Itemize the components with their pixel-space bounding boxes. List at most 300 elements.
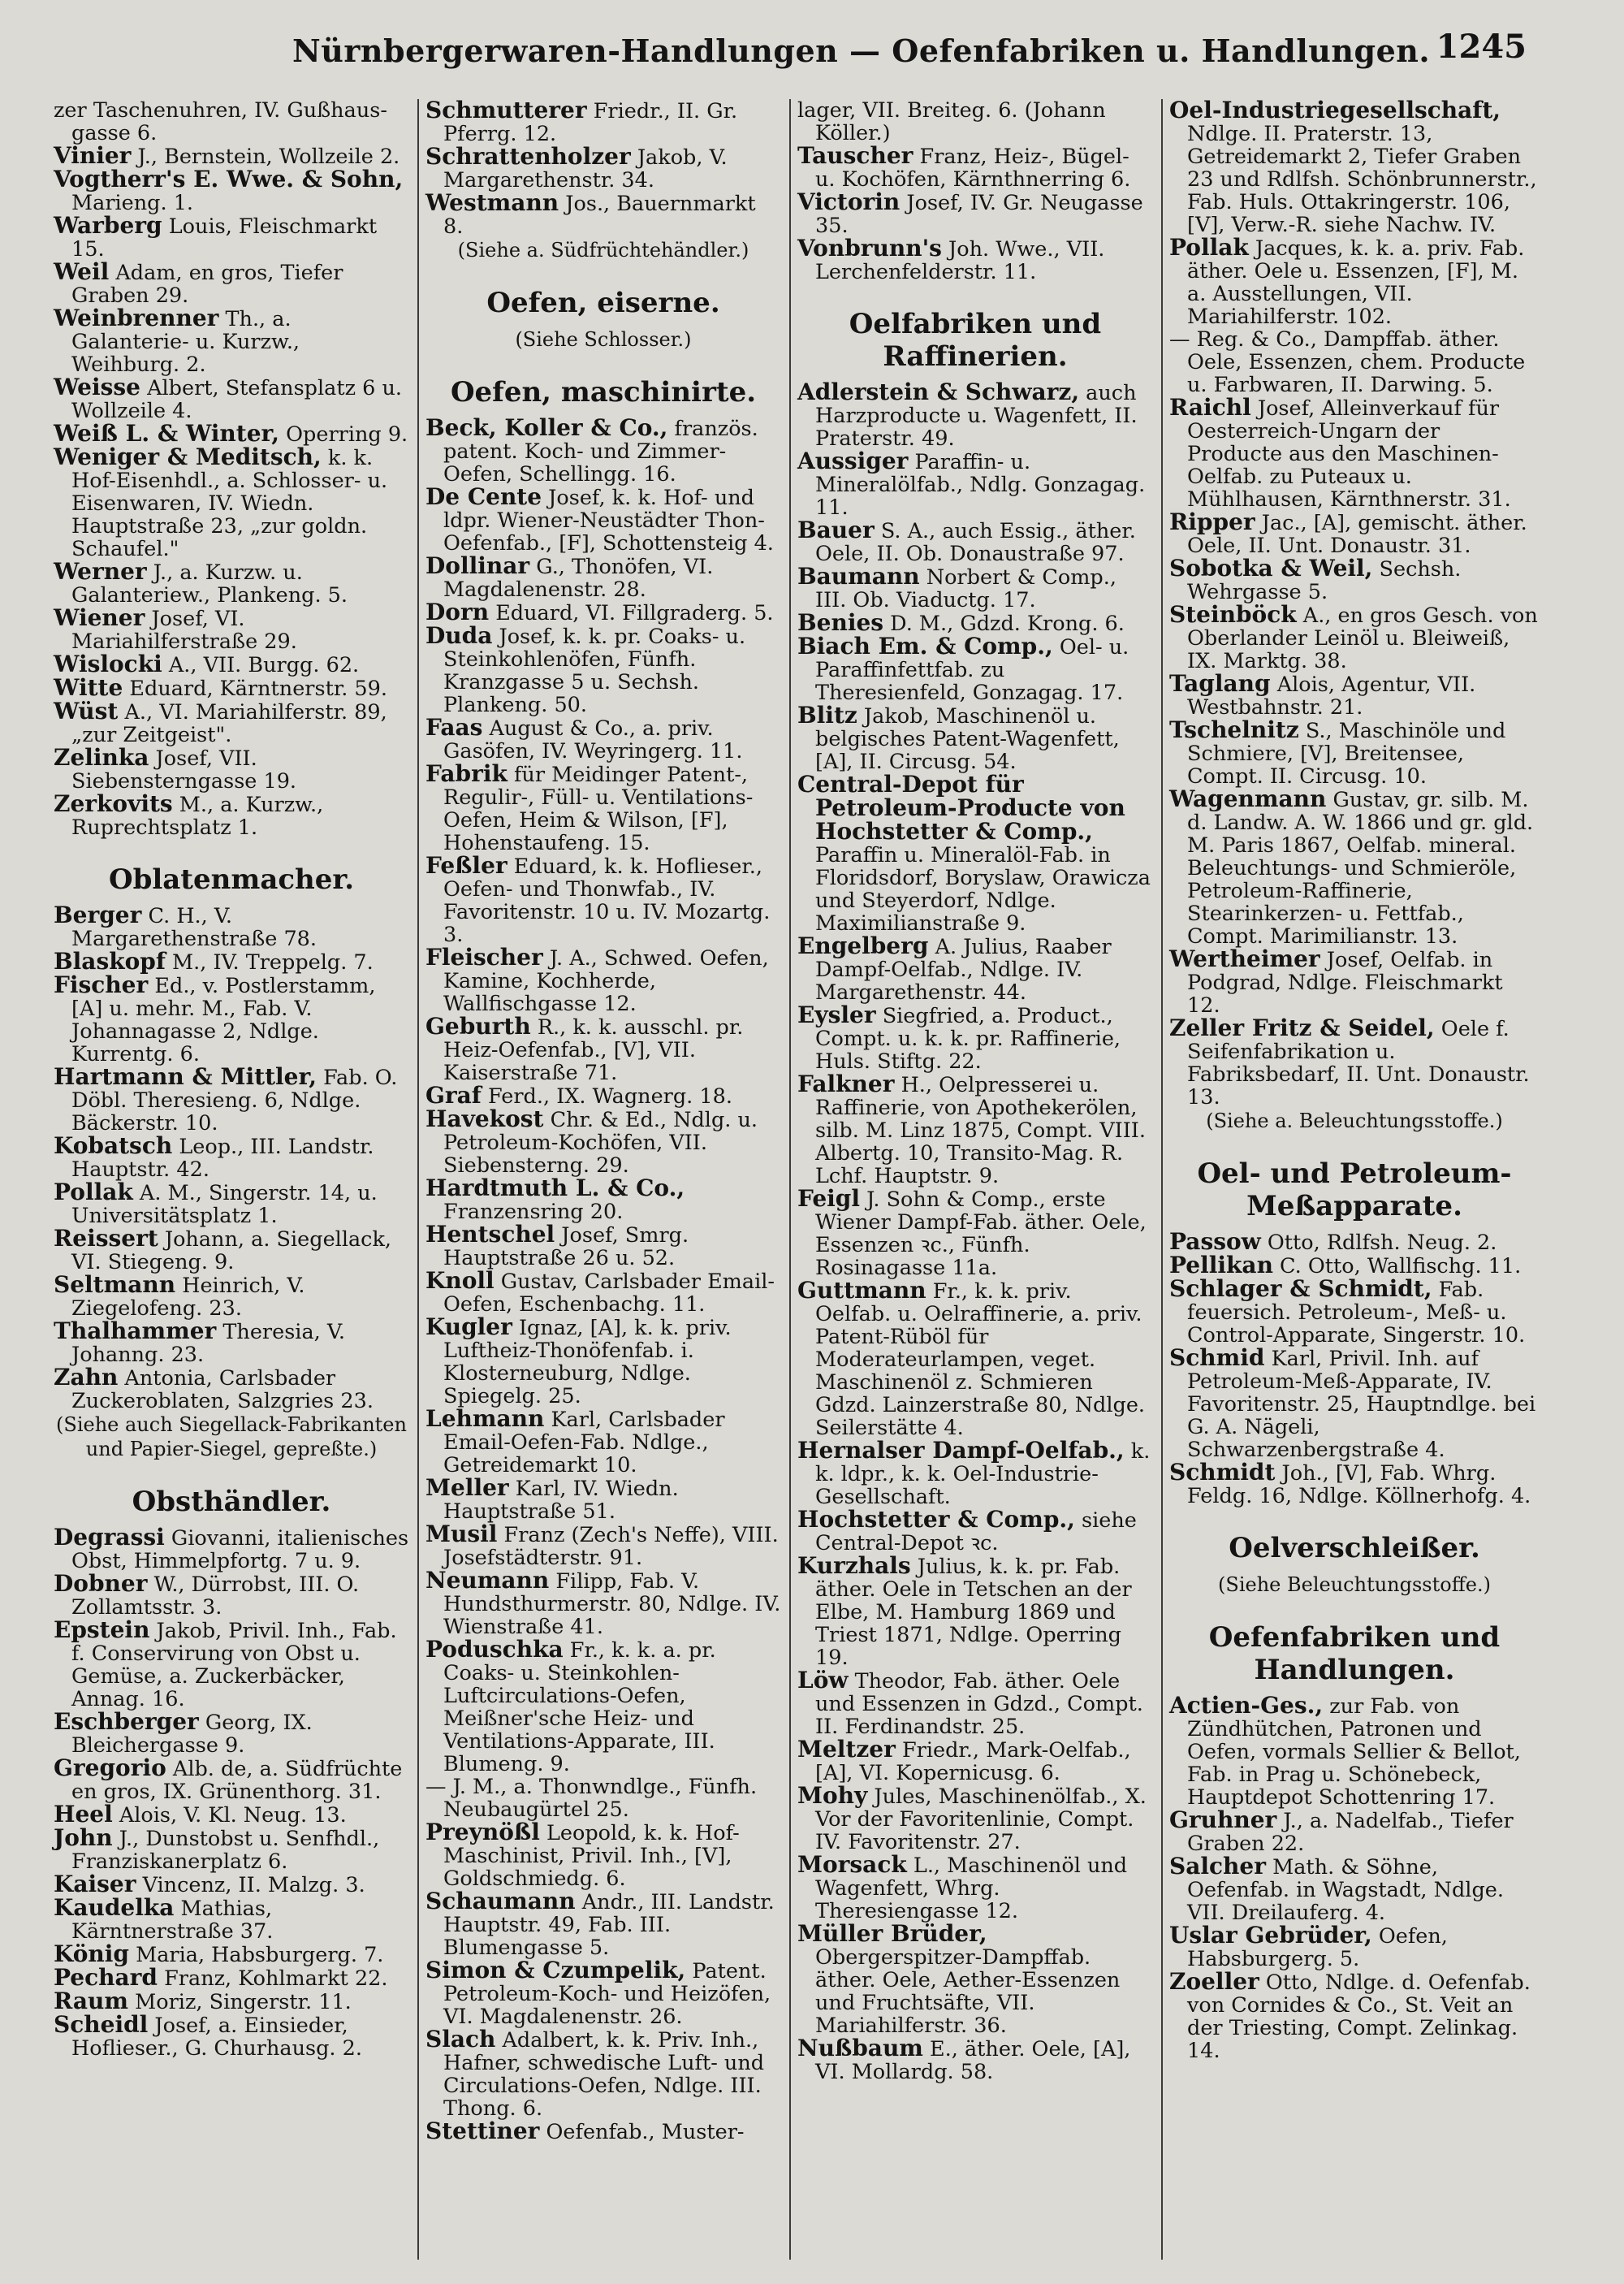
entry-details: Math. & Söhne, Oefenfab. in Wagstadt, Ndlge. VII. Dreilauferg. 4.: [1187, 1855, 1504, 1925]
entry-name: Schmid: [1169, 1344, 1265, 1371]
entry-name: Witte: [54, 674, 123, 701]
directory-entry: [1169, 670, 1540, 720]
cross-reference: (Siehe auch Siegellack-Fabrikanten und Papier-Siegel, gepreßte.): [56, 1413, 407, 1460]
entry-details: Alois, Agentur, VII. Westbahnstr. 21.: [1187, 673, 1476, 720]
directory-entry: [54, 422, 409, 446]
entry-name: Weisse: [54, 374, 140, 400]
directory-entry: [1169, 1461, 1540, 1508]
directory-entry: [797, 237, 1153, 283]
entry-details: Sechsh. Wehrgasse 5.: [1187, 557, 1462, 604]
directory-entry: [1169, 603, 1540, 673]
directory-entry: [54, 1940, 409, 1967]
entry-name: Heel: [54, 1801, 113, 1828]
entry-name: Kaudelka: [54, 1894, 175, 1921]
entry-name: Mohy: [797, 1782, 868, 1809]
entry-name: Neumann: [425, 1567, 550, 1594]
entry-details: Ndlge. II. Praterstr. 13, Getreidemarkt 2, Tiefer Graben 23 und Rdlfsh. Schönbrunnerstr., Fab. Huls. Ottakringerstr. 106, [V], Verw.-R. siehe Nachw. IV.: [1187, 122, 1537, 237]
directory-entry: [54, 2011, 409, 2061]
directory-entry: [54, 1063, 409, 1136]
directory-entry: [425, 99, 781, 145]
entry-name: Adlerstein & Schwarz,: [797, 379, 1080, 405]
entry-details: Ed., v. Postlerstamm, [A] u. mehr. M., Fab. V. Johannagasse 2, Ndlge. Kurrentg. 6.: [71, 974, 376, 1066]
entry-name: Meltzer: [797, 1736, 896, 1763]
entry-details: Ferd., IX. Wagnerg. 18.: [487, 1084, 732, 1109]
directory-entry: [54, 142, 409, 169]
directory-entry: [54, 1754, 409, 1804]
directory-entry: [425, 854, 781, 946]
entry-name: Müller Brüder,: [797, 1920, 987, 1947]
directory-entry: [425, 1223, 781, 1270]
entry-details: Eduard, k. k. Hoflieser., Oefen- und Thonwfab., IV. Favoritenstr. 10 u. IV. Mozartg. 3.: [443, 854, 771, 947]
entry-details: zer Taschenuhren, IV. Gußhaus-gasse 6.: [54, 99, 387, 145]
directory-entry: [797, 188, 1153, 238]
entry-name: Hardtmuth L. & Co.,: [425, 1174, 685, 1201]
directory-entry: [54, 790, 409, 840]
directory-entry: [425, 1569, 781, 1638]
section-heading: Oefen, eiserne.: [486, 287, 720, 319]
entry-name: Zoeller: [1169, 1968, 1259, 1995]
column-3: [794, 99, 1158, 2260]
entry-name: Thalhammer: [54, 1317, 217, 1344]
entry-details: Joh. Wwe., VII. Lerchenfelderstr. 11.: [815, 237, 1105, 284]
entry-name: König: [54, 1940, 129, 1967]
directory-entry: [797, 773, 1153, 935]
entry-name: Wüst: [54, 698, 119, 725]
entry-details: Oele f. Seifenfabrikation u. Fabriksbedarf, II. Unt. Donaustr. 13.: [1187, 1017, 1530, 1110]
entry-details: Franz (Zech's Neffe), VIII. Josefstädterstr. 91.: [443, 1523, 779, 1570]
entry-name: Vonbrunn's: [797, 235, 942, 262]
directory-entry: [425, 483, 781, 556]
entry-name: Schmutterer: [425, 99, 587, 123]
directory-entry: [425, 622, 781, 717]
cross-reference: (Siehe Schlosser.): [515, 328, 692, 351]
directory-entry: [54, 700, 409, 746]
section-heading: Oelfabriken und Raffinerien.: [849, 308, 1102, 373]
directory-entry: [54, 746, 409, 793]
entry-name: De Cente: [425, 483, 542, 510]
entry-name: Gregorio: [54, 1754, 166, 1781]
directory-entry: [54, 653, 409, 677]
entry-name: Seltmann: [54, 1271, 176, 1298]
entry-details: Josef, a. Einsieder, Hoflieser., G. Churhausg. 2.: [71, 2014, 362, 2061]
entry-details: J. A., Schwed. Oefen, Kamine, Kochherde, Wallfischgasse 12.: [443, 946, 769, 1016]
directory-entry: [54, 1366, 409, 1412]
entry-details: Obergerspitzer-Dampffab. äther. Oele, Aether-Essenzen und Fruchtsäfte, VII. Mariahilferstr. 36.: [815, 1945, 1121, 2038]
cross-reference: (Siehe Beleuchtungsstoffe.): [1218, 1573, 1491, 1596]
entry-details: Jakob, V. Margarethenstr. 34.: [443, 145, 728, 192]
entry-name: Kurzhals: [797, 1552, 911, 1579]
entry-details: Fab. feuersich. Petroleum-, Meß- u. Control-Apparate, Singerstr. 10.: [1187, 1278, 1526, 1347]
directory-entry: [425, 1959, 781, 2028]
directory-entry: [425, 1523, 781, 1569]
entry-name: Pollak: [1169, 234, 1249, 261]
entry-details: für Meidinger Patent-, Regulir-, Füll- u. Ventilations-Oefen, Heim & Wilson, [F], Hohenstaufeng. 15.: [443, 763, 754, 855]
entry-name: Zeller Fritz & Seidel,: [1169, 1014, 1435, 1041]
entry-name: Schlager & Schmidt,: [1169, 1275, 1432, 1302]
entry-name: Werner: [54, 558, 147, 585]
directory-entry: [797, 1439, 1153, 1508]
entry-name: Geburth: [425, 1013, 531, 1040]
entry-details: Adam, en gros, Tiefer Graben 29.: [71, 261, 343, 308]
entry-details: französ. patent. Koch- und Zimmer-Oefen, Schellingg. 16.: [443, 417, 758, 487]
entry-name: Salcher: [1169, 1853, 1266, 1880]
entry-name: Schrattenholzer: [425, 143, 631, 170]
entry-name: Kaiser: [54, 1871, 136, 1897]
entry-details: Norbert & Comp., III. Ob. Viaductg. 17.: [815, 565, 1116, 612]
entry-name: Epstein: [54, 1616, 150, 1643]
entry-details: Josef, k. k. Hof- und ldpr. Wiener-Neustädter Thon-Oefenfab., [F], Schottensteig 4.: [443, 486, 774, 556]
directory-entry: [54, 1803, 409, 1827]
entry-name: Faas: [425, 714, 483, 741]
entry-name: Lehmann: [425, 1405, 545, 1432]
entry-details: Andr., III. Landstr. Hauptstr. 49, Fab. III. Blumengasse 5.: [443, 1890, 775, 1960]
entry-name: Wiener: [54, 604, 145, 631]
entry-details: Jacques, k. k. a. priv. Fab. äther. Oele u. Essenzen, [F], M. a. Ausstellungen, VII. Mariahilferstr. 102.: [1187, 236, 1525, 329]
entry-name: Duda: [425, 622, 493, 649]
directory-entry: [1169, 236, 1540, 328]
entry-details: M., IV. Treppelg. 7.: [172, 950, 374, 975]
entry-details: Antonia, Carlsbader Zuckeroblaten, Salzgries 23.: [71, 1366, 374, 1413]
entry-details: Jules, Maschinenölfab., X. Vor der Favoritenlinie, Compt. IV. Favoritenstr. 27.: [815, 1784, 1147, 1854]
entry-details: H., Oelpresserei u. Raffinerie, von Apothekerölen, silb. M. Linz 1875, Compt. VIII. Albertg. 10, Transito-Mag. R. Lchf. Hauptstr. 9.: [815, 1073, 1146, 1188]
entry-details: S., Maschinöle und Schmiere, [V], Breitensee, Compt. II. Circusg. 10.: [1187, 719, 1506, 789]
directory-entry: [425, 1084, 781, 1108]
running-title: Nürnbergerwaren-Handlungen — Oefenfabriken u. Handlungen.: [292, 32, 1431, 69]
entry-details: Alois, V. Kl. Neug. 13.: [119, 1803, 347, 1828]
entry-details: C. Otto, Wallfischg. 11.: [1280, 1254, 1522, 1278]
entry-details: August & Co., a. priv. Gasöfen, IV. Weyringerg. 11.: [443, 716, 743, 763]
entry-details: Otto, Rdlfsh. Neug. 2.: [1267, 1231, 1497, 1255]
entry-details: Friedr., Mark-Oelfab., [A], VI. Kopernicusg. 6.: [815, 1738, 1131, 1785]
entry-name: Nußbaum: [797, 2035, 923, 2061]
entry-details: E., äther. Oele, [A], VI. Mollardg. 58.: [815, 2037, 1131, 2084]
directory-entry: [425, 1776, 781, 1821]
entry-details: J., a. Kurzw. u. Galanteriew., Plankeng. 5.: [71, 560, 348, 608]
directory-entry: [797, 609, 1153, 636]
entry-name: Graf: [425, 1082, 482, 1109]
entry-name: Victorin: [797, 188, 901, 215]
directory-entry: [54, 1708, 409, 1758]
directory-entry: [54, 1990, 409, 2014]
entry-details: Josef, Oelfab. in Podgrad, Ndlge. Fleischmarkt 12.: [1187, 948, 1503, 1018]
entry-details: Theodor, Fab. äther. Oele und Essenzen in Gdzd., Compt. II. Ferdinandstr. 25.: [815, 1669, 1143, 1739]
directory-entry: [1169, 328, 1540, 396]
cross-reference: (Siehe a. Beleuchtungsstoffe.): [1206, 1110, 1503, 1132]
directory-entry: [797, 381, 1153, 450]
entry-details: Jac., [A], gemischt. äther. Oele, II. Unt. Donaustr. 31.: [1187, 511, 1527, 558]
directory-entry: [1169, 1254, 1540, 1278]
entry-details: Fr., k. k. priv. Oelfab. u. Oelraffinerie, a. priv. Patent-Rüböl für Moderateurlampen, veget. Maschinenöl z. Schmieren Gdzd. Lainzerstraße 80, Ndlge. Seilerstätte 4.: [815, 1279, 1146, 1440]
entry-name: Fleischer: [425, 944, 543, 971]
entry-name: Hernalser Dampf-Oelfab.,: [797, 1437, 1125, 1464]
directory-entry: [54, 1181, 409, 1227]
directory-entry: [797, 1784, 1153, 1854]
directory-entry: [54, 376, 409, 422]
entry-name: Wislocki: [54, 651, 162, 677]
directory-entry: [797, 565, 1153, 612]
entry-name: Oel-Industriegesellschaft,: [1169, 99, 1501, 123]
entry-details: Paraffin- u. Mineralölfab., Ndlg. Gonzagag. 11.: [815, 450, 1146, 520]
entry-name: Kobatsch: [54, 1132, 173, 1159]
entry-name: Schmidt: [1169, 1459, 1276, 1486]
entry-name: John: [54, 1824, 113, 1851]
directory-entry: [797, 99, 1153, 145]
directory-entry: [54, 1317, 409, 1367]
entry-details: k. k. Hof-Eisenhdl., a. Schlosser- u. Eisenwaren, IV. Wiedn. Hauptstraße 23, „zur goldn. Schaufel.": [71, 446, 388, 561]
directory-entry: [425, 2028, 781, 2120]
entry-name: Wertheimer: [1169, 945, 1320, 972]
entry-name: Tschelnitz: [1169, 716, 1299, 743]
entry-details: Chr. & Ed., Ndlg. u. Petroleum-Kochöfen, VII. Siebensterng. 29.: [443, 1108, 758, 1178]
entry-name: Eysler: [797, 1001, 876, 1028]
section-heading: Oefen, maschinirte.: [450, 376, 757, 409]
entry-details: D. M., Gdzd. Krong. 6.: [890, 612, 1125, 636]
entry-name: Dollinar: [425, 552, 530, 579]
entry-details: Franz, Heiz-, Bügel- u. Kochöfen, Kärnthnerring 6.: [815, 145, 1131, 192]
entry-details: Oefenfab., Muster-: [546, 2120, 745, 2144]
entry-name: Taglang: [1169, 670, 1271, 697]
directory-entry: [1169, 1806, 1540, 1856]
entry-name: Eschberger: [54, 1708, 199, 1735]
entry-details: Franz, Kohlmarkt 22.: [164, 1966, 388, 1991]
entry-name: Passow: [1169, 1228, 1261, 1255]
entry-details: A., VI. Mariahilferstr. 89, „zur Zeitgeist".: [71, 700, 387, 747]
entry-details: S. A., auch Essig., äther. Oele, II. Ob. Donaustraße 97.: [815, 519, 1136, 566]
entry-name: Blitz: [797, 702, 857, 729]
directory-entry: [425, 414, 781, 487]
directory-entry: [797, 450, 1153, 519]
entry-name: Knoll: [425, 1267, 495, 1294]
entry-name: Hochstetter & Comp.,: [797, 1506, 1075, 1533]
directory-entry: [54, 214, 409, 261]
directory-entry: [54, 1227, 409, 1274]
entry-details: Jakob, Privil. Inh., Fab. f. Conservirung von Obst u. Gemüse, a. Zuckerbäcker, Annag. 16.: [71, 1619, 397, 1711]
entry-details: A., en gros Gesch. von Oberlander Leinöl u. Bleiweiß, IX. Marktg. 38.: [1187, 603, 1538, 673]
directory-entry: [54, 971, 409, 1066]
directory-entry: [797, 1920, 1153, 2038]
entry-name: Pollak: [54, 1179, 133, 1205]
directory-entry: [425, 760, 781, 855]
directory-entry: [797, 1073, 1153, 1187]
entry-details: Th., a. Galanterie- u. Kurzw., Weihburg. 2.: [71, 307, 300, 377]
entry-name: Zahn: [54, 1364, 119, 1391]
entry-details: Maria, Habsburgerg. 7.: [136, 1943, 384, 1967]
entry-details: Josef, VII. Siebensterngasse 19.: [71, 746, 297, 794]
column-rule: [1161, 99, 1163, 2260]
directory-entry: [54, 1526, 409, 1572]
section-heading: Oblatenmacher.: [108, 863, 355, 896]
directory-entry: [425, 1821, 781, 1890]
directory-entry: [54, 1271, 409, 1321]
column-2: [422, 99, 786, 2260]
directory-entry: [797, 635, 1153, 704]
entry-name: Havekost: [425, 1105, 544, 1132]
entry-details: zur Fab. von Zündhütchen, Patronen und Oefen, vormals Sellier & Bellot, Fab. in Prag u. Schönebeck, Hauptdepot Schottenring 17.: [1187, 1694, 1521, 1810]
directory-entry: [797, 1552, 1153, 1670]
entry-name: Pellikan: [1169, 1252, 1273, 1278]
entry-name: Weiß L. & Winter,: [54, 420, 280, 447]
entry-name: Uslar Gebrüder,: [1169, 1922, 1372, 1949]
directory-entry: [1169, 1855, 1540, 1924]
entry-details: Eduard, VI. Fillgraderg. 5.: [495, 601, 774, 625]
directory-entry: [425, 1474, 781, 1524]
entry-name: Scheidl: [54, 2011, 149, 2038]
entry-name: Biach Em. & Comp.,: [797, 633, 1053, 660]
directory-entry: [54, 1572, 409, 1619]
entry-name: Dorn: [425, 599, 490, 625]
directory-entry: [1169, 945, 1540, 1018]
directory-entry: [797, 519, 1153, 565]
entry-name: Weinbrenner: [54, 305, 219, 331]
section-heading: Oelverschleißer.: [1229, 1532, 1480, 1564]
entry-name: Blaskopf: [54, 948, 166, 975]
entry-details: Josef, Smrg. Hauptstraße 26 u. 52.: [443, 1223, 689, 1270]
entry-details: Karl, IV. Wiedn. Hauptstraße 51.: [443, 1477, 679, 1524]
directory-entry: [425, 1313, 781, 1408]
directory-entry: [797, 2037, 1153, 2083]
column-1: [50, 99, 414, 2260]
directory-entry: [54, 99, 409, 145]
entry-name: Slach: [425, 2026, 496, 2053]
entry-name: Weniger & Meditsch,: [54, 443, 322, 470]
entry-name: Actien-Ges.,: [1169, 1692, 1324, 1719]
directory-entry: [54, 443, 409, 561]
section-heading: Oefenfabriken und Handlungen.: [1208, 1621, 1501, 1686]
entry-details: Gustav, gr. silb. M. d. Landw. A. W. 1866 und gr. gld. M. Paris 1867, Oelfab. mineral. Beleuchtungs- und Schmieröle, Petroleum-Raffinerie, Stearinkerzen- u. Fettfab., Compt. Marimilianstr. 13.: [1187, 788, 1534, 949]
directory-entry: [1169, 557, 1540, 603]
entry-details: Fr., k. k. a. pr. Coaks- u. Steinkohlen-Luftcirculations-Oefen, Meißner'sche Heiz- und Ventilations-Apparate, III. Blumeng. 9.: [443, 1638, 716, 1776]
directory-entry: [54, 1894, 409, 1944]
entry-details: Alb. de, a. Südfrüchte en gros, IX. Grünenthorg. 31.: [71, 1757, 403, 1804]
entry-details: — Reg. & Co., Dampffab. äther. Oele, Essenzen, chem. Producte u. Farbwaren, II. Darwing. 5.: [1169, 327, 1526, 397]
entry-name: Berger: [54, 902, 142, 928]
directory-entry: [797, 142, 1153, 192]
entry-details: J., Bernstein, Wollzeile 2.: [137, 145, 400, 169]
entry-name: Degrassi: [54, 1524, 165, 1551]
page-header: [0, 28, 1624, 81]
directory-entry: [1169, 508, 1540, 558]
directory-entry: [425, 1015, 781, 1084]
entry-details: J., Dunstobst u. Senfhdl., Franziskanerplatz 6.: [71, 1827, 380, 1874]
entry-details: Josef, Alleinverkauf für Oesterreich-Ungarn der Producte aus den Maschinen-Oelfab. zu Puteaux u. Mühlhausen, Kärnthnerstr. 31.: [1187, 396, 1511, 512]
entry-name: Fabrik: [425, 760, 508, 787]
entry-details: Louis, Fleischmarkt 15.: [71, 214, 378, 262]
directory-entry: [425, 2117, 781, 2144]
entry-details: Heinrich, V. Ziegelofeng. 23.: [71, 1274, 305, 1321]
entry-details: Patent. Petroleum-Koch- und Heizöfen, VI. Magdalenenstr. 26.: [443, 1959, 771, 2029]
entry-details: Friedr., II. Gr. Pferrg. 12.: [443, 99, 738, 146]
entry-name: Warberg: [54, 212, 162, 239]
entry-details: Filipp, Fab. V. Hundsthurmerstr. 80, Ndlge. IV. Wienstraße 41.: [443, 1569, 781, 1639]
entry-details: C. H., V. Margarethenstraße 78.: [71, 904, 317, 951]
entry-details: Julius, k. k. pr. Fab. äther. Oele in Tetschen an der Elbe, M. Hamburg 1869 und Triest 1871, Ndlge. Operring 19.: [815, 1555, 1132, 1670]
entry-name: Zelinka: [54, 744, 149, 771]
entry-details: siehe Central-Depot ꝛc.: [815, 1508, 1137, 1555]
entry-name: Tauscher: [797, 142, 914, 169]
entry-details: Otto, Ndlge. d. Oefenfab. von Cornides & Co., St. Veit an der Triesting, Compt. Zelinkag. 14.: [1187, 1970, 1531, 2063]
section-heading: Obsthändler.: [132, 1486, 331, 1518]
entry-details: L., Maschinenöl und Wagenfett, Whrg. Theresiengasse 12.: [815, 1854, 1128, 1923]
entry-details: Leopold, k. k. Hof-Maschinist, Privil. Inh., [V], Goldschmiedg. 6.: [443, 1821, 740, 1891]
directory-entry: [54, 950, 409, 974]
entry-name: Reissert: [54, 1225, 158, 1252]
page-number: 1245: [1436, 28, 1527, 66]
directory-entry: [425, 716, 781, 763]
entry-details: Karl, Privil. Inh. auf Petroleum-Meß-Apparate, IV. Favoritenstr. 25, Hauptndlge. bei G. A. Nägeli, Schwarzenbergstraße 4.: [1187, 1347, 1536, 1462]
entry-details: Jakob, Maschinenöl u. belgisches Patent-Wagenfett, [A], II. Circusg. 54.: [815, 704, 1120, 774]
directory-entry: [425, 1890, 781, 1959]
entry-name: Fischer: [54, 971, 149, 998]
directory-entry: [1169, 716, 1540, 789]
directory-entry: [54, 604, 409, 654]
directory-entry: [54, 560, 409, 607]
entry-name: Aussiger: [797, 448, 909, 474]
directory-entry: [54, 168, 409, 214]
entry-details: Josef, IV. Gr. Neugasse 35.: [815, 191, 1143, 238]
directory-entry: [425, 1174, 781, 1224]
entry-details: R., k. k. ausschl. pr. Heiz-Oefenfab., [V], VII. Kaiserstraße 71.: [443, 1015, 744, 1085]
entry-details: Siegfried, a. Product., Compt. u. k. k. pr. Raffinerie, Huls. Stiftg. 22.: [815, 1004, 1121, 1074]
entry-name: Schaumann: [425, 1888, 576, 1914]
entry-name: Beck, Koller & Co.,: [425, 414, 668, 441]
entry-name: Vinier: [54, 142, 132, 169]
directory-entry: [425, 1405, 781, 1477]
column-rule: [789, 99, 791, 2260]
directory-entry: [797, 1279, 1153, 1439]
entry-details: Giovanni, italienisches Obst, Himmelpfortg. 7 u. 9.: [71, 1526, 409, 1573]
directory-entry: [54, 1132, 409, 1182]
entry-details: Leop., III. Landstr. Hauptstr. 42.: [71, 1135, 374, 1182]
directory-entry: [425, 1638, 781, 1776]
entry-details: Marieng. 1.: [71, 191, 194, 215]
entry-details: Paraffin u. Mineralöl-Fab. in Floridsdorf, Boryslaw, Orawicza und Steyerdorf, Ndlge. Maximilianstraße 9.: [815, 843, 1151, 936]
entry-details: Joh., [V], Fab. Whrg. Feldg. 16, Ndlge. Köllnerhofg. 4.: [1187, 1461, 1531, 1508]
entry-name: Feßler: [425, 852, 508, 879]
entry-details: Johann, a. Siegellack, VI. Stiegeng. 9.: [71, 1227, 392, 1274]
entry-details: A. Julius, Raaber Dampf-Oelfab., Ndlge. IV. Margarethenstr. 44.: [815, 935, 1112, 1005]
entry-details: Oefen, Habsburgerg. 5.: [1187, 1924, 1448, 1971]
directory-entry: [425, 552, 781, 602]
directory-entry: [797, 1669, 1153, 1738]
entry-name: Raum: [54, 1988, 129, 2014]
entry-details: Oel- u. Paraffinfettfab. zu Theresienfeld, Gonzagag. 17.: [815, 635, 1129, 705]
directory-entry: [1169, 1228, 1540, 1255]
entry-name: Steinböck: [1169, 601, 1297, 628]
entry-name: Hentschel: [425, 1221, 555, 1248]
directory-columns: [50, 99, 1544, 2260]
entry-details: Franzensring 20.: [443, 1200, 624, 1224]
directory-entry: [54, 674, 409, 701]
entry-name: Hartmann & Mittler,: [54, 1063, 317, 1090]
directory-entry: [54, 1616, 409, 1711]
directory-entry: [54, 904, 409, 950]
entry-details: Mathias, Kärntnerstraße 37.: [71, 1897, 274, 1944]
entry-name: Löw: [797, 1667, 849, 1694]
directory-entry: [797, 1508, 1153, 1555]
directory-entry: [425, 1267, 781, 1317]
directory-entry: [1169, 1275, 1540, 1347]
directory-entry: [54, 1824, 409, 1874]
entry-name: Meller: [425, 1474, 509, 1501]
entry-name: Central-Depot für Petroleum-Producte von Hochstetter & Comp.,: [797, 771, 1125, 845]
directory-entry: [1169, 1970, 1540, 2062]
entry-name: Zerkovits: [54, 790, 173, 817]
directory-entry: [54, 1873, 409, 1897]
entry-name: Benies: [797, 609, 884, 636]
entry-details: Karl, Carlsbader Email-Oefen-Fab. Ndlge., Getreidemarkt 10.: [443, 1408, 725, 1477]
entry-name: Stettiner: [425, 2117, 540, 2144]
entry-details: Josef, k. k. pr. Coaks- u. Steinkohlenöfen, Fünfh. Kranzgasse 5 u. Sechsh. Plankeng. 50.: [443, 625, 746, 717]
